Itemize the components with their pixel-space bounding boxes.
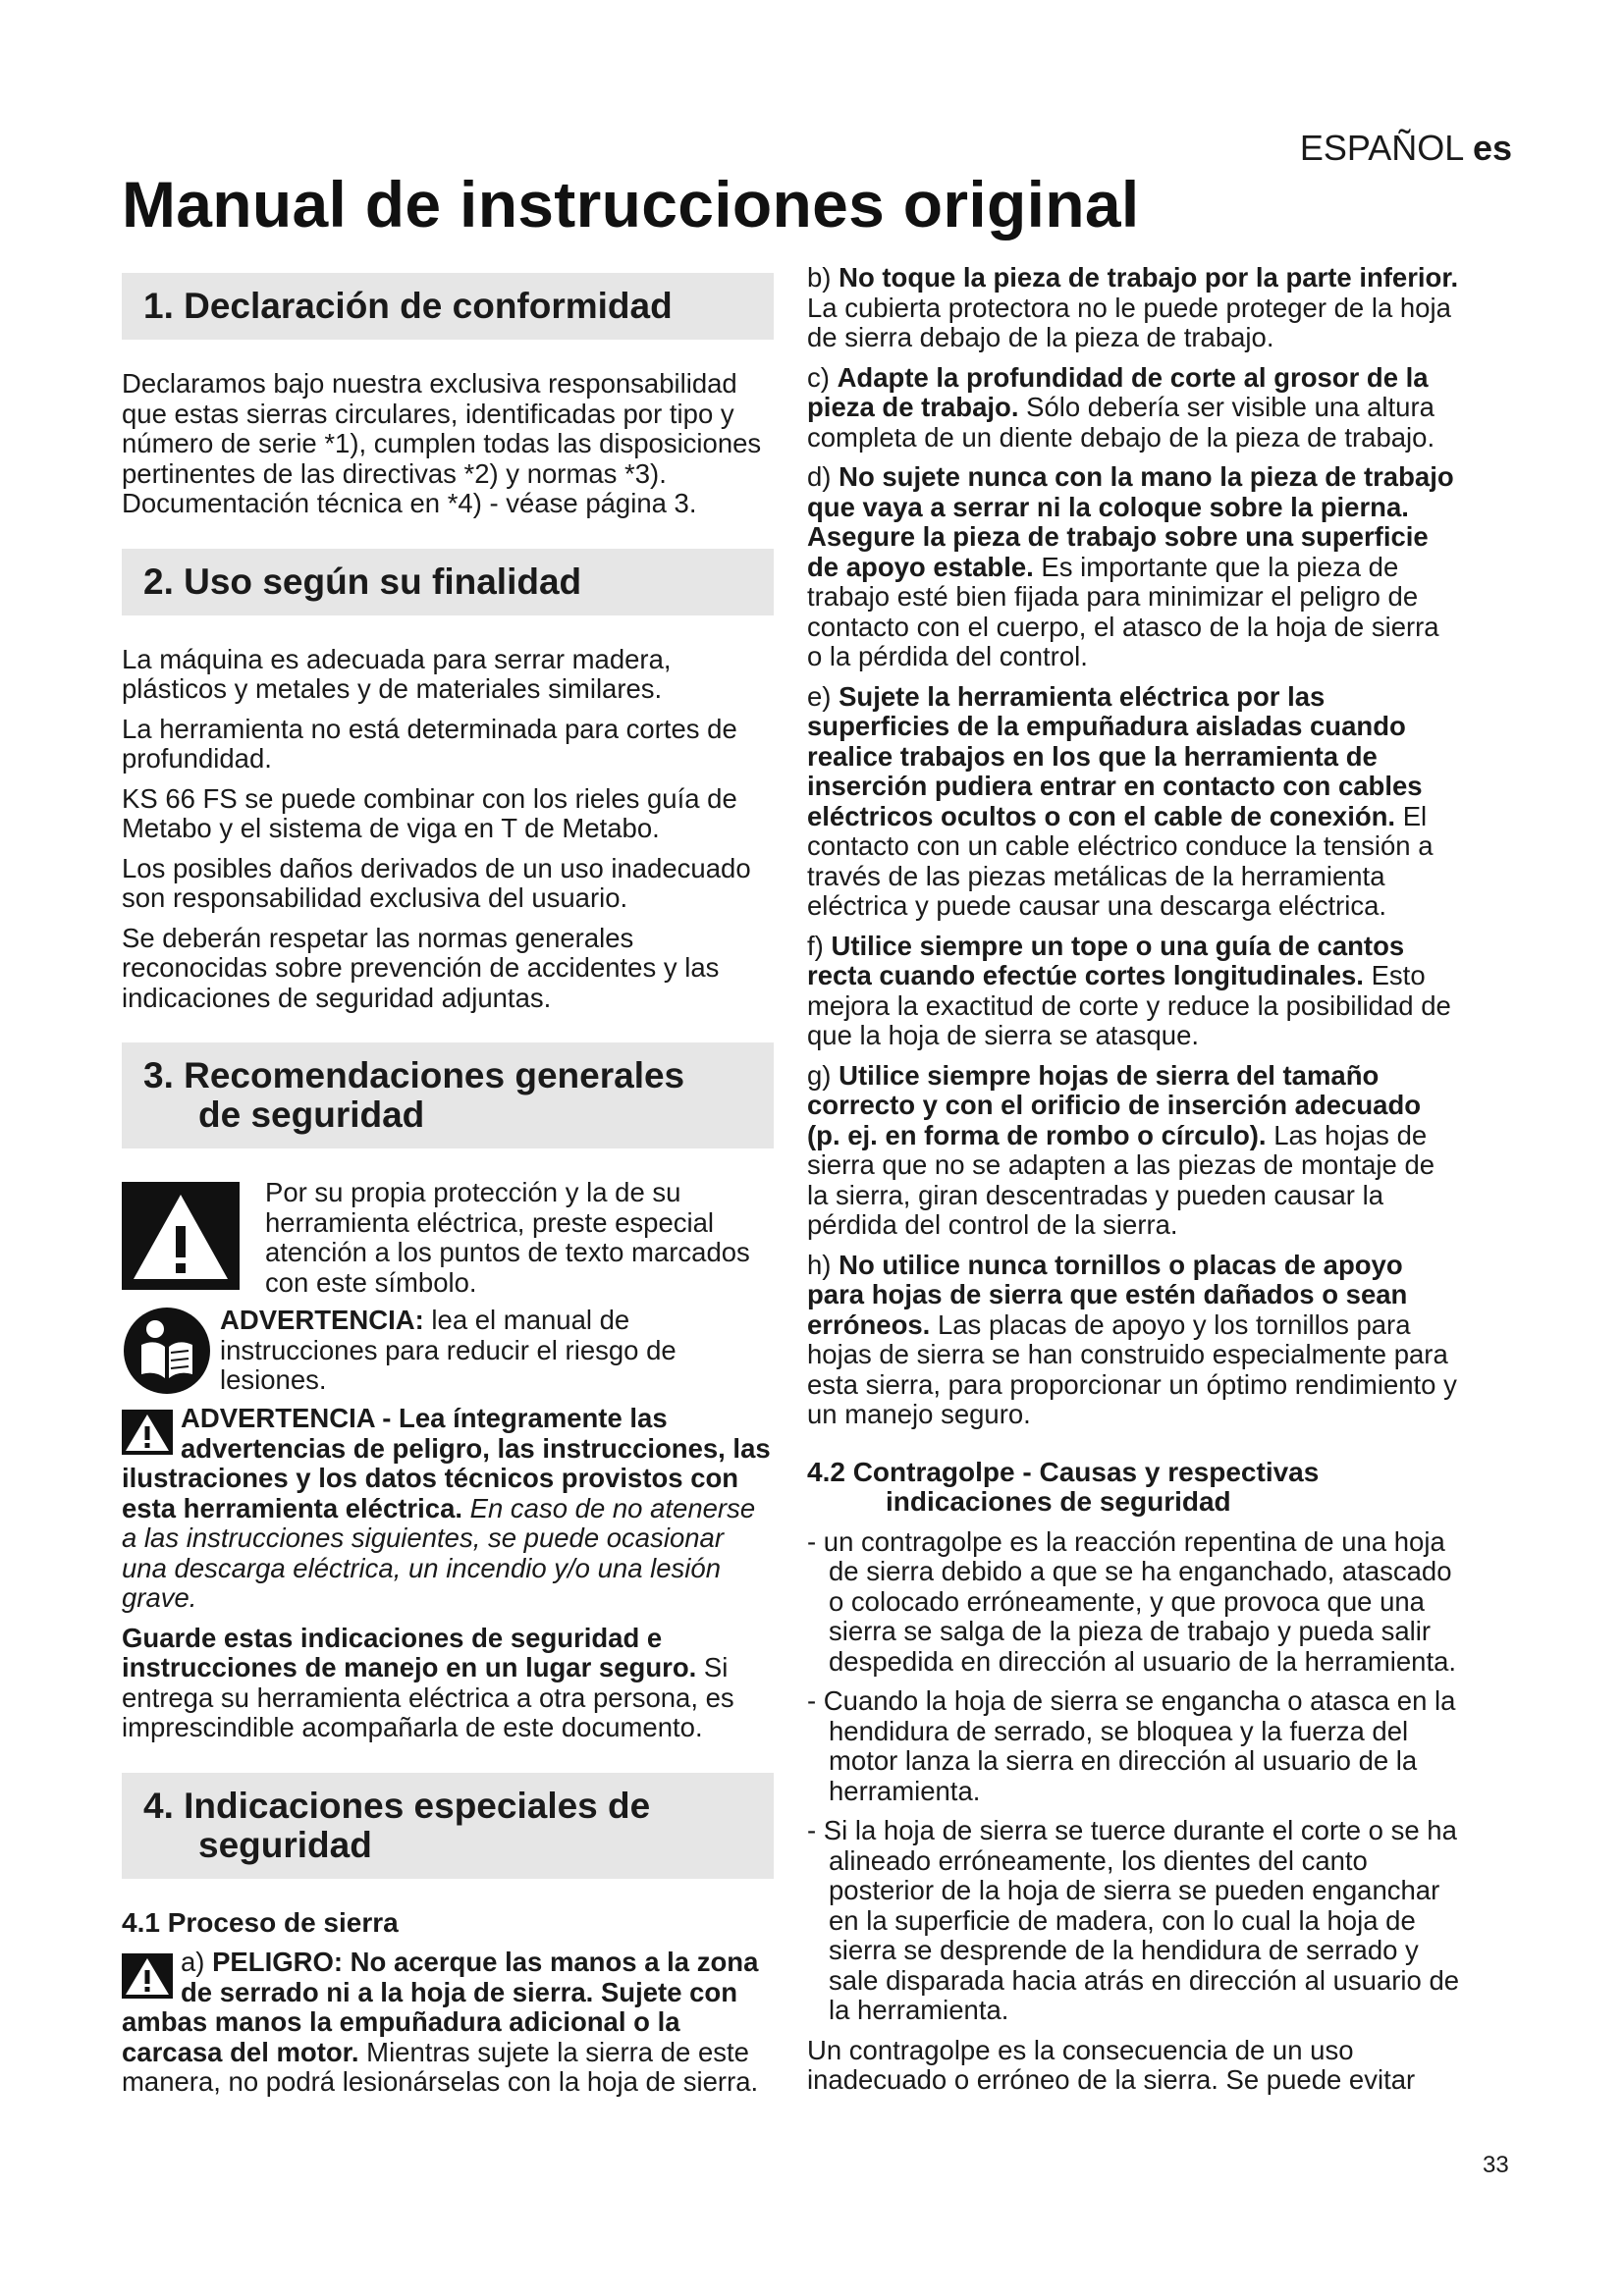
- section-2-paragraph: KS 66 FS se puede combinar con los rieles guía de Metabo y el sistema de viga en T de Metabo.: [122, 782, 737, 843]
- language-label: [1080, 128, 1512, 169]
- item-text: El contacto con un cable eléctrico conduce la tensión a través de las piezas metálicas de la herramienta eléctrica y puede causar una descarga eléctrica.: [807, 800, 1434, 921]
- section-3-heading-line2: de seguridad: [198, 1095, 425, 1135]
- item-a-prefix: a): [181, 1947, 213, 1977]
- item-b: [807, 263, 1461, 353]
- section-3-heading-line1: 3. Recomendaciones generales: [143, 1055, 685, 1095]
- language-name: ESPAÑOL: [1299, 128, 1463, 168]
- keep-instructions-text: Si entrega su herramienta eléctrica a otra persona, es imprescindible acompañarla de este documento.: [122, 1652, 734, 1742]
- keep-instructions-bold: Guarde estas indicaciones de seguridad e instrucciones de manejo en un lugar seguro.: [122, 1622, 697, 1682]
- item-text: Las hojas de sierra que no se adapten a las piezas de montaje de la sierra, giran descentradas y pueden causar la pérdida del control de la sierra.: [807, 1119, 1435, 1240]
- item-f: [807, 932, 1461, 1051]
- page-number: 33: [1483, 2152, 1509, 2178]
- item-text: Esto mejora la exactitud de corte y reduce la posibilidad de que la hoja de sierra se atasque.: [807, 960, 1451, 1050]
- item-a: [122, 1948, 774, 2098]
- item-d: [807, 462, 1461, 672]
- section-4-heading-line1: 4. Indicaciones especiales de: [143, 1785, 651, 1826]
- item-prefix: g): [807, 1059, 839, 1091]
- item-text: Sólo debería ser visible una altura completa de un diente debajo de la pieza de trabajo.: [807, 392, 1435, 453]
- item-bold: No utilice nunca tornillos o placas de apoyo para hojas de sierra que estén dañados o sean erróneos.: [807, 1249, 1408, 1340]
- item-a-text: Mientras sujete la sierra de este manera, no podrá lesionárselas con la hoja de sierra.: [122, 2036, 759, 2097]
- item-h: [807, 1251, 1461, 1430]
- warning-triangle-icon: [122, 1182, 240, 1290]
- warning-triangle-icon: [122, 1410, 173, 1455]
- warning-triangle-icon: [122, 1953, 173, 1999]
- section-2-paragraph: La herramienta no está determinada para cortes de profundidad.: [122, 713, 737, 774]
- item-prefix: e): [807, 680, 839, 712]
- item-prefix: b): [807, 262, 839, 293]
- section-2-paragraph: La máquina es adecuada para serrar madera, plásticos y metales y de materiales similares.: [122, 643, 672, 704]
- keep-instructions: [122, 1624, 774, 1743]
- section-3-heading: [122, 1042, 774, 1148]
- read-manual-bold: ADVERTENCIA:: [220, 1305, 424, 1335]
- subsection-4-2-line1: 4.2 Contragolpe - Causas y respectivas: [807, 1456, 1320, 1487]
- read-manual-icon: [122, 1306, 212, 1396]
- section-4-heading-line2: seguridad: [198, 1824, 372, 1865]
- page-title: Manual de instrucciones original: [122, 168, 1140, 240]
- item-g: [807, 1061, 1461, 1241]
- item-bold: Utilice siempre un tope o una guía de cantos recta cuando efectúe cortes longitudinales.: [807, 930, 1405, 990]
- general-warning-bold: ADVERTENCIA - Lea íntegramente las advertencias de peligro, las instrucciones, las ilustraciones y los datos técnicos provistos con esta herramienta eléctrica.: [122, 1403, 771, 1523]
- kickback-cause: - Si la hoja de sierra se tuerce durante el corte o se ha alineado erróneamente, los dientes del canto posterior de la hoja de sierra se pueden enganchar en la superficie de madera, con lo cual la hoja de sierra se desprende de la hendidura de serrado y sale disparada hacia atrás en dirección al usuario de la herramienta.: [807, 1815, 1460, 2025]
- item-text: Las placas de apoyo y los tornillos para hojas de sierra se han construido especialmente para esta sierra, para proporcionar un óptimo rendimiento y un manejo seguro.: [807, 1308, 1457, 1429]
- kickback-cause: - un contragolpe es la reacción repentina de una hoja de sierra debido a que se ha enganchado, atascado o colocado erróneamente, y que provoca que una sierra se salga de la pieza de trabajo y pueda salir despedida en dirección al usuario de la herramienta.: [807, 1525, 1457, 1677]
- section-4-heading: [122, 1773, 774, 1879]
- language-code: es: [1472, 128, 1512, 168]
- section-1-body: Declaramos bajo nuestra exclusiva responsabilidad que estas sierras circulares, identificadas por tipo y número de serie *1), cumplen todas las disposiciones pertinentes de las directivas *2) y normas *3). Documentación técnica en *4) - véase página 3.: [122, 368, 762, 518]
- general-warning-italic: En caso de no atenerse a las instrucciones siguientes, se puede ocasionar una descarga eléctrica, un incendio y/o una lesión grave.: [122, 1492, 756, 1613]
- item-text: La cubierta protectora no le puede proteger de la hoja de sierra debajo de la pieza de trabajo.: [807, 292, 1451, 352]
- item-e: [807, 682, 1461, 922]
- item-prefix: d): [807, 461, 839, 492]
- item-bold: No sujete nunca con la mano la pieza de trabajo que vaya a serrar ni la coloque sobre la pierna. Asegure la pieza de trabajo sobre una superficie de apoyo estable.: [807, 461, 1454, 582]
- section-2-paragraph: Los posibles daños derivados de un uso inadecuado son responsabilidad exclusiva del usuario.: [122, 852, 751, 913]
- item-bold: Sujete la herramienta eléctrica por las superficies de la empuñadura aisladas cuando realice trabajos en los que la herramienta de inserción pudiera entrar en contacto con cables eléctricos ocultos o con el cable de conexión.: [807, 680, 1423, 831]
- item-prefix: h): [807, 1249, 839, 1280]
- item-c: [807, 363, 1461, 454]
- section-2-paragraph: Se deberán respetar las normas generales reconocidas sobre prevención de accidentes y las indicaciones de seguridad adjuntas.: [122, 922, 720, 1013]
- item-prefix: c): [807, 361, 838, 393]
- kickback-cause: - Cuando la hoja de sierra se engancha o atasca en la hendidura de serrado, se bloquea y la fuerza del motor lanza la sierra en dirección al usuario de la herramienta.: [807, 1685, 1456, 1806]
- section-2-heading: 2. Uso según su finalidad: [122, 549, 774, 615]
- left-column: [122, 273, 774, 2108]
- item-bold: Utilice siempre hojas de sierra del tamaño correcto y con el orificio de inserción adecuado (p. ej. en forma de rombo o círculo).: [807, 1059, 1422, 1150]
- symbol-note-text: Por su propia protección y la de su herramienta eléctrica, preste especial atención a los puntos de texto marcados con este símbolo.: [265, 1177, 750, 1298]
- read-manual-rest: lea el manual de instrucciones para reducir el riesgo de lesiones.: [220, 1305, 677, 1395]
- read-manual-text: [220, 1306, 774, 1396]
- item-prefix: f): [807, 930, 832, 961]
- right-column: [807, 263, 1461, 2106]
- subsection-4-2-line2: indicaciones de seguridad: [886, 1486, 1231, 1517]
- kickback-closing: Un contragolpe es la consecuencia de un uso inadecuado o erróneo de la sierra. Se puede evitar: [807, 2034, 1416, 2095]
- item-bold: No toque la pieza de trabajo por la parte inferior.: [839, 262, 1459, 293]
- section-1-heading: 1. Declaración de conformidad: [122, 273, 774, 340]
- item-text: Es importante que la pieza de trabajo esté bien fijada para minimizar el peligro de contacto con el cuerpo, el atasco de la hoja de sierra o la pérdida del control.: [807, 551, 1439, 671]
- warning-symbol-note: [122, 1178, 774, 1298]
- subsection-4-1-heading: 4.1 Proceso de sierra: [122, 1906, 399, 1938]
- general-warning: [122, 1404, 774, 1614]
- item-bold: Adapte la profundidad de corte al grosor de la pieza de trabajo.: [807, 361, 1429, 422]
- item-a-bold: PELIGRO: No acerque las manos a la zona de serrado ni a la hoja de sierra. Sujete con ambas manos la empuñadura adicional o la carcasa del motor.: [122, 1947, 759, 2067]
- subsection-4-2-heading: [807, 1458, 1461, 1518]
- read-manual-note: [122, 1306, 774, 1396]
